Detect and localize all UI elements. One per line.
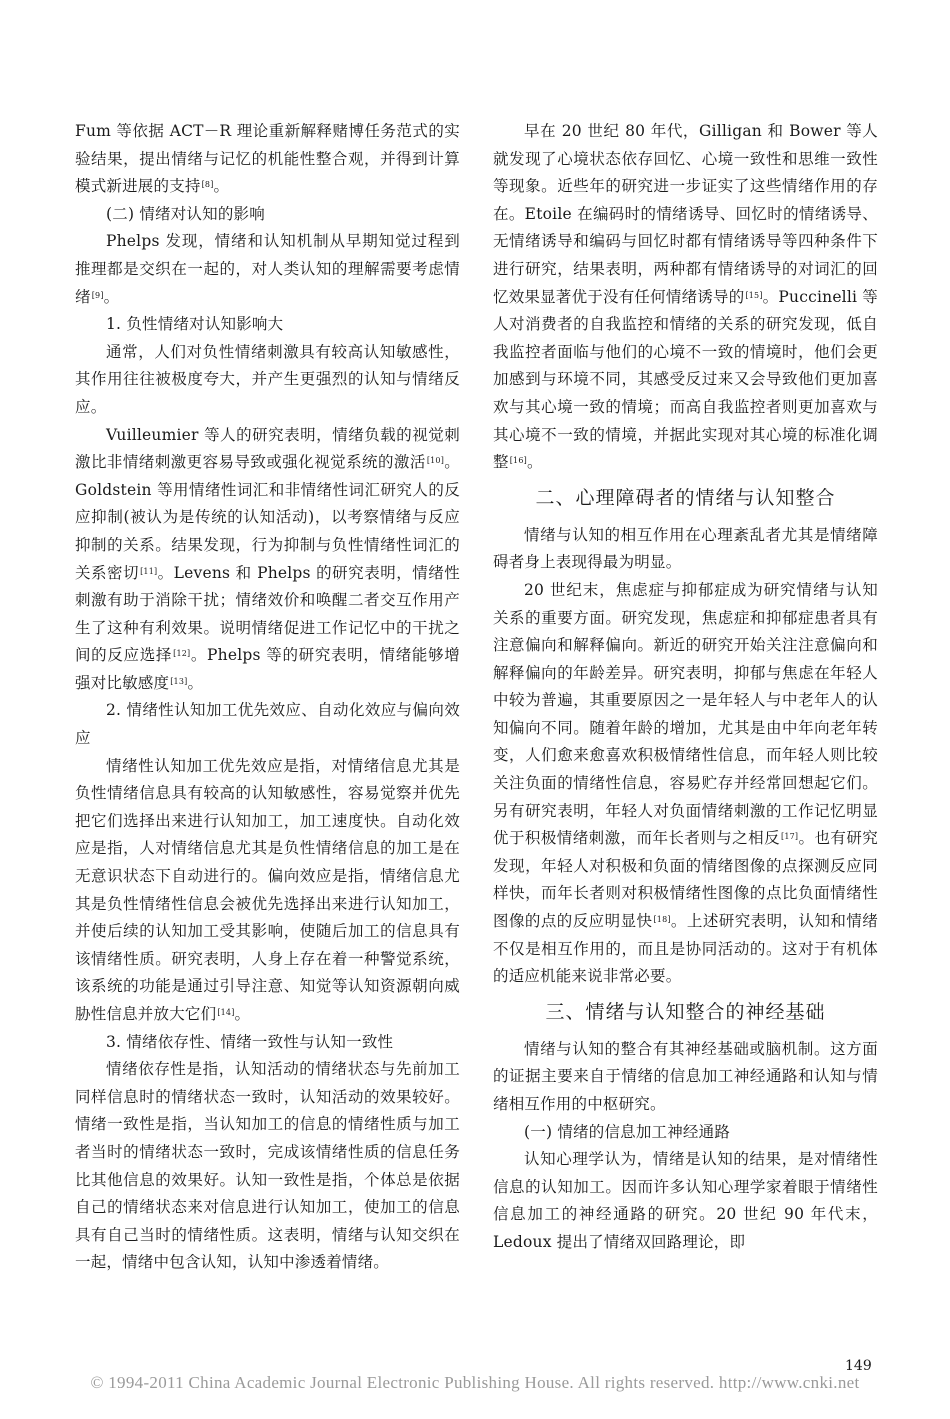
citation: [13] xyxy=(170,676,188,686)
paragraph: 20 世纪末，焦虑症与抑郁症成为研究情绪与认知关系的重要方面。研究发现，焦虑症和抑郁症患者具有注意偏向和解释偏向。新近的研究开始关注注意偏向和解释偏向的年龄差异。研究表明，抑郁与焦虑在年轻人中较为普遍，其重要原因之一是年轻人与中老年人的认知偏向不同。随着年龄的增加，尤其是由中年向老年转变，人们愈来愈喜欢积极情绪性信息，而年轻人则比较关注负面的情绪性信息，容易贮存并经常回想起它们。另有研究表明，年轻人对负面情绪刺激的工作记忆明显优于积极情绪刺激，而年长者则与之相反[17]。也有研究发现，年轻人对积极和负面的情绪图像的点探测反应同样快，而年长者则对积极情绪性图像的点比负面情绪性图像的点的反应明显快[18]。上述研究表明，认知和情绪不仅是相互作用的，而且是协同活动的。这对于有机体的适应机能来说非常必要。 xyxy=(493,580,878,986)
section-heading: (二) 情绪对认知的影响 xyxy=(106,204,265,223)
section-title: 三、情绪与认知整合的神经基础 xyxy=(545,1000,826,1023)
citation: [10] xyxy=(426,456,445,466)
citation: [15] xyxy=(745,290,763,300)
paragraph: 早在 20 世纪 80 年代，Gilligan 和 Bower 等人就发现了心境状态依存回忆、心境一致性和思维一致性等现象。近些年的研究进一步证实了这些情绪作用的存在。Etoile 在编码时的情绪诱导、回忆时的情绪诱导、无情绪诱导和编码与回忆时都有情绪诱导等四种条件下进行研究，结果表明，两种都有情绪诱导的对词汇的回忆效果显著优于没有任何情绪诱导的[15]。Puccinelli 等人对消费者的自我监控和情绪的关系的研究发现，低自我监控者面临与他们的心境不一致的情境时，他们会更加感到与环境不同，其感受反过来又会导致他们更加喜欢与其心境一致的情境；而高自我监控者则更加喜欢与其心境不一致的情境，并据此实现对其心境的标准化调整[16]。 xyxy=(493,122,878,472)
citation: [16] xyxy=(509,456,527,466)
subsection-heading: 3. 情绪依存性、情绪一致性与认知一致性 xyxy=(106,1032,394,1051)
paragraph: Vuilleumier 等人的研究表明，情绪负载的视觉刺激比非情绪刺激更容易导致或强化视觉系统的激活[10]。Goldstein 等用情绪性词汇和非情绪性词汇研究人的反应抑制(被认为是传统的认知活动)，以考察情绪与反应抑制的关系。结果发现，行为抑制与负性情绪性词汇的关系密切[11]。Levens 和 Phelps 的研究表明，情绪性刺激有助于消除干扰；情绪效价和唤醒二者交互作用产生了这种有利效果。说明情绪促进工作记忆中的干扰之间的反应选择[12]。Phelps 等的研究表明，情绪能够增强对比敏感度[13]。 xyxy=(75,425,460,692)
paragraph: 情绪性认知加工优先效应是指，对情绪信息尤其是负性情绪信息具有较高的认知敏感性，容易觉察并优先把它们选择出来进行认知加工，加工速度快。自动化效应是指，人对情绪信息尤其是负性情绪信息的加工是在无意识状态下自动进行的。偏向效应是指，情绪信息尤其是负性情绪性信息会被优先选择出来进行认知加工，并使后续的认知加工受其影响，使随后加工的信息具有该情绪性质。研究表明，人身上存在着一种警觉系统，该系统的功能是通过引导注意、知觉等认知资源朝向威胁性信息并放大它们[14]。 xyxy=(75,756,460,1023)
right-column xyxy=(493,118,878,1257)
paragraph: Phelps 发现，情绪和认知机制从早期知觉过程到推理都是交织在一起的，对人类认知的理解需要考虑情绪[9]。 xyxy=(75,232,460,306)
paragraph: 通常，人们对负性情绪刺激具有较高认知敏感性，其作用往往被极度夸大，并产生更强烈的认知与情绪反应。 xyxy=(75,342,460,416)
paragraph: 认知心理学认为，情绪是认知的结果，是对情绪性信息的认知加工。因而许多认知心理学家着眼于情绪性信息加工的神经通路的研究。20 世纪 90 年代末，Ledoux 提出了情绪双回路理论，即 xyxy=(493,1150,878,1251)
subsection-heading: (一) 情绪的信息加工神经通路 xyxy=(524,1122,731,1141)
page-number: 149 xyxy=(845,1358,872,1374)
citation: [8] xyxy=(201,180,214,190)
paragraph: 情绪依存性是指，认知活动的情绪状态与先前加工同样信息时的情绪状态一致时，认知活动的效果较好。情绪一致性是指，当认知加工的信息的情绪性质与加工者当时的情绪状态一致时，完成该情绪性质的信息任务比其他信息的效果好。认知一致性是指，个体总是依据自己的情绪状态来对信息进行认知加工，使加工的信息具有自己当时的情绪性质。这表明，情绪与认知交织在一起，情绪中包含认知，认知中渗透着情绪。 xyxy=(75,1060,460,1272)
citation: [17] xyxy=(781,832,799,842)
citation: [18] xyxy=(653,915,671,925)
section-title: 二、心理障碍者的情绪与认知整合 xyxy=(535,486,836,509)
citation: [14] xyxy=(217,1008,235,1017)
subsection-heading: 1. 负性情绪对认知影响大 xyxy=(106,315,284,334)
paragraph: 情绪与认知的相互作用在心理紊乱者尤其是情绪障碍者身上表现得最为明显。 xyxy=(493,525,878,572)
left-column xyxy=(75,118,460,1277)
citation: [9] xyxy=(91,290,104,300)
paragraph: 情绪与认知的整合有其神经基础或脑机制。这方面的证据主要来自于情绪的信息加工神经通路和认知与情绪相互作用的中枢研究。 xyxy=(493,1039,878,1113)
paragraph: Fum 等依据 ACT－R 理论重新解释赌博任务范式的实验结果，提出情绪与记忆的机能性整合观，并得到计算模式新进展的支持[8]。 xyxy=(75,122,460,196)
citation: [12] xyxy=(173,649,191,659)
copyright-notice: © 1994-2011 China Academic Journal Electronic Publishing House. All rights reserved. http://www.cnki.net xyxy=(90,1373,860,1392)
subsection-heading: 2. 情绪性认知加工优先效应、自动化效应与偏向效应 xyxy=(75,701,460,748)
citation: [11] xyxy=(140,566,158,576)
